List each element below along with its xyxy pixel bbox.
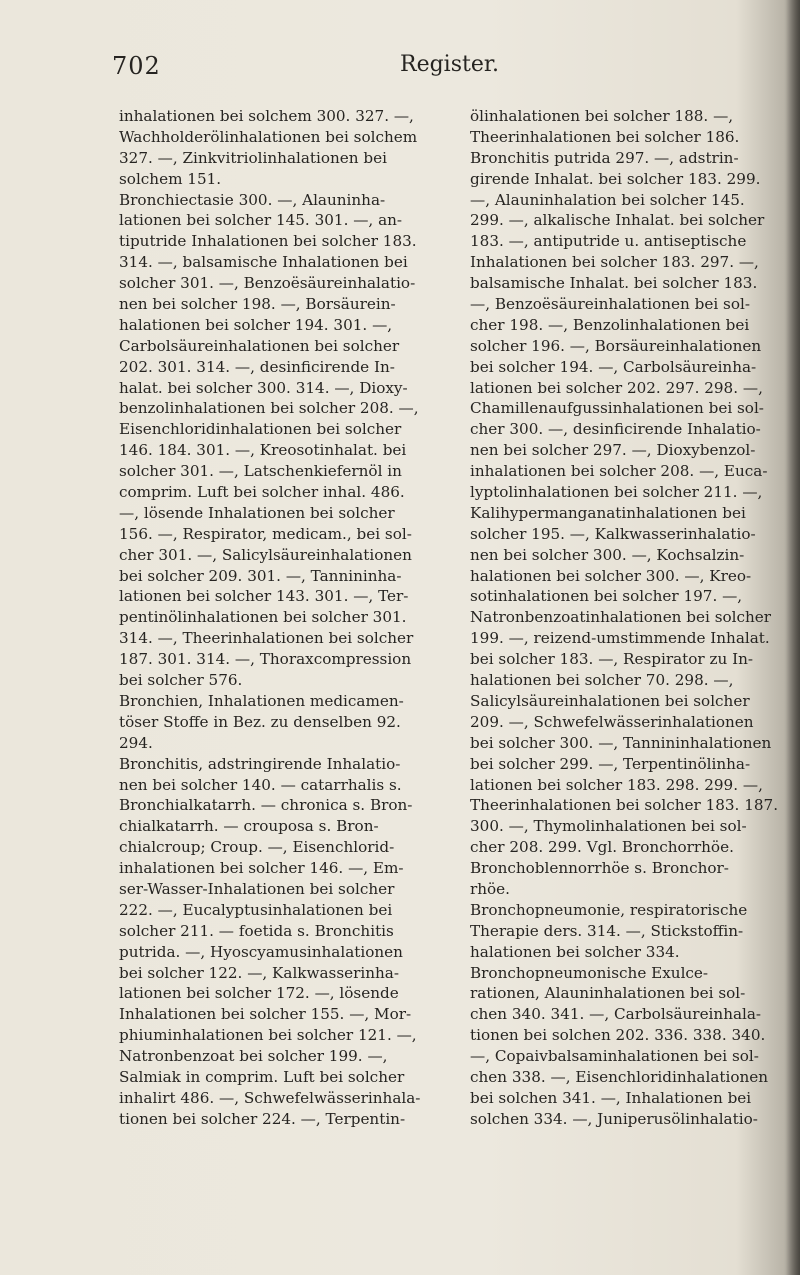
index-line: Bronchoblennorrhöe s. Bronchor- <box>470 859 729 878</box>
index-line: lyptolinhalationen bei solcher 211. —, <box>470 483 763 502</box>
index-line: bei solcher 299. —, Terpentinölinha- <box>470 754 751 773</box>
index-line: sotinhalationen bei solcher 197. —, <box>470 587 743 606</box>
index-line: Carbolsäureinhalationen bei solcher <box>119 336 400 355</box>
index-line: bei solcher 576. <box>119 671 243 690</box>
index-line: Theerinhalationen bei solcher 183. 187. <box>470 796 779 815</box>
index-line: Bronchopneumonische Exulce- <box>470 963 709 982</box>
index-line: 146. 184. 301. —, Kreosotinhalat. bei <box>119 441 407 460</box>
index-line: halat. bei solcher 300. 314. —, Dioxy- <box>119 378 408 397</box>
index-line: rhöe. <box>470 879 511 898</box>
index-line: inhalationen bei solcher 208. —, Euca- <box>470 462 768 481</box>
index-line: 222. —, Eucalyptusinhalationen bei <box>119 900 393 919</box>
index-line: lationen bei solcher 172. —, lösende <box>119 984 399 1003</box>
index-line: nen bei solcher 300. —, Kochsalzin- <box>470 545 745 564</box>
index-line: Theerinhalationen bei solcher 186. <box>470 127 740 146</box>
index-line: Bronchialkatarrh. — chronica s. Bron- <box>119 796 413 815</box>
index-line: Bronchitis putrida 297. —, adstrin- <box>470 148 739 167</box>
index-line: nen bei solcher 198. —, Borsäurein- <box>119 295 396 314</box>
index-line: Salmiak in comprim. Luft bei solcher <box>119 1067 405 1086</box>
index-line: solchem 151. <box>119 169 222 188</box>
index-line: benzolinhalationen bei solcher 208. —, <box>119 399 419 418</box>
index-line: halationen bei solcher 194. 301. —, <box>119 315 393 334</box>
index-column-left <box>119 106 449 1130</box>
index-line: putrida. —, Hyoscyamusinhalationen <box>119 942 403 961</box>
index-line: Bronchien, Inhalationen medicamen- <box>119 691 404 710</box>
index-line: solcher 301. —, Latschenkiefernöl in <box>119 462 402 481</box>
index-line: 314. —, Theerinhalationen bei solcher <box>119 629 414 648</box>
index-line: 299. —, alkalische Inhalat. bei solcher <box>470 211 765 230</box>
index-line: 156. —, Respirator, medicam., bei sol- <box>119 524 412 543</box>
index-line: ölinhalationen bei solcher 188. —, <box>470 107 734 125</box>
index-line: cher 198. —, Benzolinhalationen bei <box>470 315 750 334</box>
index-line: lationen bei solcher 145. 301. —, an- <box>119 211 403 230</box>
index-line: —, lösende Inhalationen bei solcher <box>119 503 395 522</box>
index-line: tiputride Inhalationen bei solcher 183. <box>119 232 417 251</box>
index-line: solcher 196. —, Borsäureinhalationen <box>470 336 762 355</box>
index-line: chen 340. 341. —, Carbolsäureinhala- <box>470 1005 762 1024</box>
index-line: chialkatarrh. — crouposa s. Bron- <box>119 817 379 836</box>
index-line: tionen bei solcher 224. —, Terpentin- <box>119 1109 406 1128</box>
index-line: nen bei solcher 297. —, Dioxybenzol- <box>470 441 756 460</box>
index-line: cher 208. 299. Vgl. Bronchorrhöe. <box>470 838 734 857</box>
index-line: 209. —, Schwefelwässerinhalationen <box>470 712 754 731</box>
index-line: Inhalationen bei solcher 183. 297. —, <box>470 253 759 272</box>
index-line: bei solcher 183. —, Respirator zu In- <box>470 650 754 669</box>
index-line: 199. —, reizend-umstimmende Inhalat. <box>470 629 770 648</box>
index-line: —, Benzoësäureinhalationen bei sol- <box>470 295 750 314</box>
index-line: Bronchitis, adstringirende Inhalatio- <box>119 754 401 773</box>
index-line: 327. —, Zinkvitriolinhalationen bei <box>119 148 387 167</box>
running-title: Register. <box>400 52 499 77</box>
index-line: nen bei solcher 140. — catarrhalis s. <box>119 775 402 794</box>
index-line: bei solchen 341. —, Inhalationen bei <box>470 1088 752 1107</box>
index-line: 187. 301. 314. —, Thoraxcompression <box>119 650 412 669</box>
index-line: Natronbenzoatinhalationen bei solcher <box>470 608 772 627</box>
index-line: ser-Wasser-Inhalationen bei solcher <box>119 879 395 898</box>
index-line: 314. —, balsamische Inhalationen bei <box>119 253 408 272</box>
index-line: tionen bei solchen 202. 336. 338. 340. <box>470 1026 766 1045</box>
index-line: bei solcher 194. —, Carbolsäureinha- <box>470 357 757 376</box>
index-line: solchen 334. —, Juniperusölinhalatio- <box>470 1109 758 1128</box>
index-line: inhalationen bei solcher 146. —, Em- <box>119 859 404 878</box>
index-line: phiuminhalationen bei solcher 121. —, <box>119 1026 417 1045</box>
index-line: halationen bei solcher 70. 298. —, <box>470 671 734 690</box>
index-line: cher 301. —, Salicylsäureinhalationen <box>119 545 412 564</box>
index-line: girende Inhalat. bei solcher 183. 299. <box>470 169 761 188</box>
index-line: solcher 195. —, Kalkwasserinhalatio- <box>470 524 756 543</box>
index-line: Bronchopneumonie, respiratorische <box>470 900 748 919</box>
index-line: Wachholderölinhalationen bei solchem <box>119 127 418 146</box>
page-edge-shadow <box>786 0 800 1275</box>
index-line: —, Alauninhalation bei solcher 145. <box>470 190 745 209</box>
index-line: halationen bei solcher 334. <box>470 942 680 961</box>
index-line: Kalihypermanganatinhalationen bei <box>470 503 746 522</box>
index-line: halationen bei solcher 300. —, Kreo- <box>470 566 752 585</box>
index-line: chen 338. —, Eisenchloridinhalationen <box>470 1067 769 1086</box>
index-line: 300. —, Thymolinhalationen bei sol- <box>470 817 747 836</box>
index-column-right <box>470 106 800 1130</box>
index-line: 202. 301. 314. —, desinficirende In- <box>119 357 395 376</box>
index-line: inhalirt 486. —, Schwefelwässerinhala- <box>119 1088 421 1107</box>
index-line: solcher 301. —, Benzoësäureinhalatio- <box>119 274 416 293</box>
index-line: töser Stoffe in Bez. zu denselben 92. <box>119 712 401 731</box>
index-line: cher 300. —, desinficirende Inhalatio- <box>470 420 761 439</box>
index-line: lationen bei solcher 183. 298. 299. —, <box>470 775 763 794</box>
index-line: balsamische Inhalat. bei solcher 183. <box>470 274 758 293</box>
index-line: —, Copaivbalsaminhalationen bei sol- <box>470 1047 759 1066</box>
page-header <box>0 52 800 92</box>
index-line: comprim. Luft bei solcher inhal. 486. <box>119 483 405 502</box>
index-line: bei solcher 122. —, Kalkwasserinha- <box>119 963 399 982</box>
index-line: lationen bei solcher 143. 301. —, Ter- <box>119 587 409 606</box>
index-line: bei solcher 209. 301. —, Tannininha- <box>119 566 402 585</box>
index-line: 294. <box>119 733 153 752</box>
index-line: Eisenchloridinhalationen bei solcher <box>119 420 402 439</box>
index-line: chialcroup; Croup. —, Eisenchlorid- <box>119 838 395 857</box>
index-line: Salicylsäureinhalationen bei solcher <box>470 691 750 710</box>
index-line: solcher 211. — foetida s. Bronchitis <box>119 921 394 940</box>
index-line: 183. —, antiputride u. antiseptische <box>470 232 747 251</box>
index-line: Bronchiectasie 300. —, Alauninha- <box>119 190 386 209</box>
index-line: lationen bei solcher 202. 297. 298. —, <box>470 378 763 397</box>
index-line: Chamillenaufgussinhalationen bei sol- <box>470 399 764 418</box>
index-line: inhalationen bei solchem 300. 327. —, <box>119 107 414 125</box>
index-line: Natronbenzoat bei solcher 199. —, <box>119 1047 388 1066</box>
page-number: 702 <box>112 52 161 80</box>
index-line: Inhalationen bei solcher 155. —, Mor- <box>119 1005 412 1024</box>
index-line: pentinölinhalationen bei solcher 301. <box>119 608 407 627</box>
index-line: rationen, Alauninhalationen bei sol- <box>470 984 746 1003</box>
index-line: bei solcher 300. —, Tannininhalationen <box>470 733 772 752</box>
index-line: Therapie ders. 314. —, Stickstoffin- <box>470 921 744 940</box>
